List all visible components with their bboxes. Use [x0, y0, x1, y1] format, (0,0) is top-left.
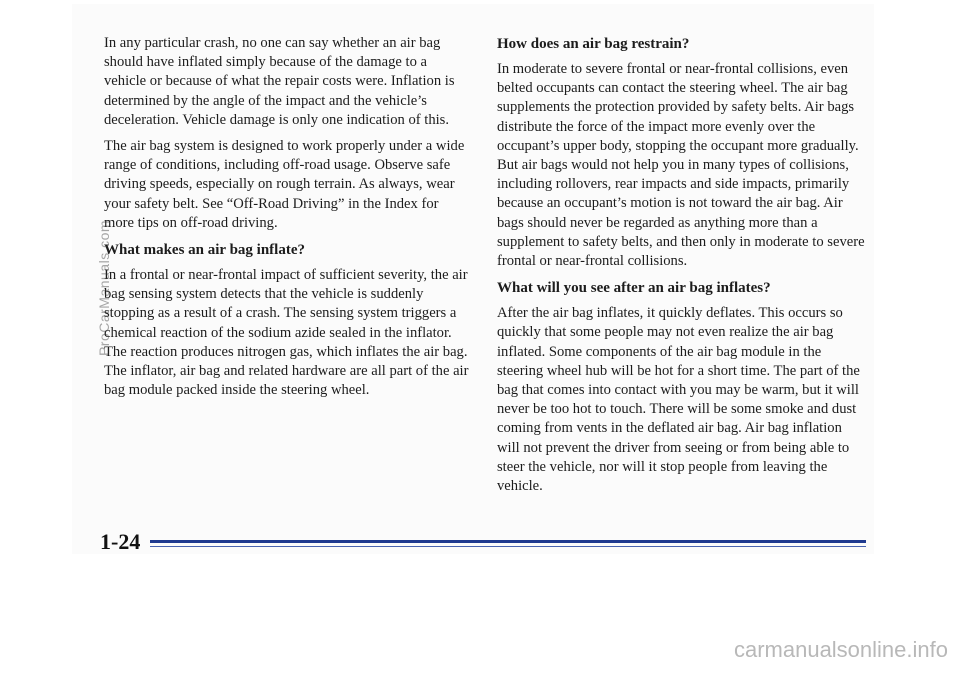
paragraph-system-conditions: The air bag system is designed to work properly under a wide range of conditions, including off-road usage. Observe safe driving speeds, especially on rough terrain. As always, wear your safety belt. See “Off-Road Driving” in the Index for more tips on off-road driving.: [104, 138, 465, 231]
left-column: [104, 34, 472, 407]
heading-after-inflation: What will you see after an air bag inflates?: [497, 280, 771, 297]
page-number: 1-24: [100, 529, 141, 554]
paragraph-inflation-determination: In any particular crash, no one can say whether an air bag should have inflated simply because of the damage to a vehicle or because of what the repair costs were. Inflation is determined by the angle of the impact and the vehicle’s deceleration. Vehicle damage is only one indication of this.: [104, 35, 455, 128]
paragraph-restraint-explanation: In moderate to severe frontal or near-frontal collisions, even belted occupants can contact the steering wheel. The air bag supplements the protection provided by safety belts. Air bags distribute the force of the impact more evenly over the occupant’s upper body, stopping the occupant more gradually. But air bags would not help you in many types of collisions, including rollovers, rear impacts and side impacts, primarily because an occupant’s motion is not toward the air bag. Air bags should never be regarded as anything more than a supplement to safety belts, and then only in moderate to severe frontal or near-frontal collisions.: [497, 61, 865, 270]
footer-rule-thin: [150, 546, 866, 547]
footer-rule: [150, 540, 866, 543]
page-footer: [100, 527, 866, 557]
heading-what-makes-inflate: What makes an air bag inflate?: [104, 242, 305, 259]
paragraph-after-inflation: After the air bag inflates, it quickly deflates. This occurs so quickly that some people may not even realize the air bag inflated. Some components of the air bag module in the steering wheel hub will be hot for a short time. The part of the bag that comes into contact with you may be warm, but it will never be too hot to touch. There will be some smoke and dust coming from vents in the deflated air bag. Air bag inflation will not prevent the driver from seeing or from being able to steer the vehicle, nor will it stop people from leaving the vehicle.: [497, 305, 860, 495]
heading-how-restrain: How does an air bag restrain?: [497, 36, 690, 52]
side-watermark: [96, 200, 126, 380]
paragraph-inflation-process: In a frontal or near-frontal impact of sufficient severity, the air bag sensing system detects that the vehicle is suddenly stopping as a result of a crash. The sensing system triggers a chemical reaction of the sodium azide sealed in the inflator. The reaction produces nitrogen gas, which inflates the air bag. The inflator, air bag and related hardware are all part of the air bag module packed inside the steering wheel.: [104, 267, 469, 399]
side-watermark-text: ProCarManuals.com: [96, 219, 113, 357]
right-column: [497, 34, 867, 503]
bottom-watermark: carmanualsonline.info: [733, 637, 948, 662]
